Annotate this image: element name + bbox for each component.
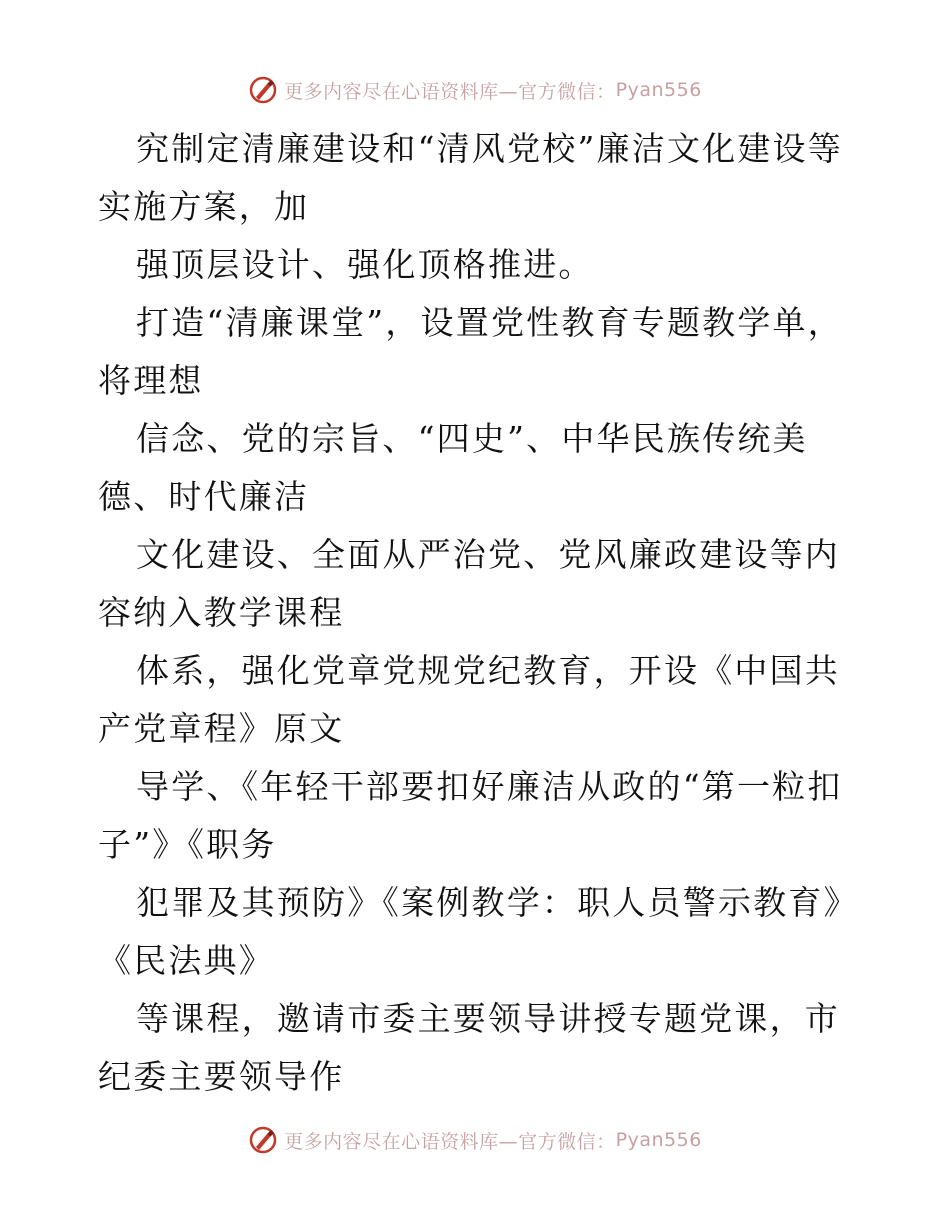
paragraph: 信念、党的宗旨、“四史”、中华民族传统美德、时代廉洁 bbox=[98, 419, 808, 516]
paragraph: 等课程，邀请市委主要领导讲授专题党课，市纪委主要领导作 bbox=[98, 999, 840, 1096]
paragraph: 体系，强化党章党规党纪教育，开设《中国共产党章程》原文 bbox=[98, 651, 840, 748]
watermark-wechat-id: Pyan556 bbox=[615, 79, 702, 101]
document-body bbox=[98, 120, 858, 1106]
paragraph: 导学、《年轻干部要扣好廉洁从政的“第一粒扣子”》《职务 bbox=[98, 767, 843, 864]
pen-logo-icon bbox=[248, 75, 278, 105]
pen-logo-icon bbox=[248, 1125, 278, 1155]
footer-watermark bbox=[0, 1120, 950, 1160]
watermark-text: 更多内容尽在心语资料库—官方微信： bbox=[284, 80, 616, 103]
watermark-wechat-id: Pyan556 bbox=[615, 1129, 702, 1151]
paragraph: 强顶层设计、强化顶格推进。 bbox=[136, 245, 594, 284]
paragraph: 究制定清廉建设和“清风党校”廉洁文化建设等实施方案，加 bbox=[98, 129, 843, 226]
paragraph: 打造“清廉课堂”，设置党性教育专题教学单，将理想 bbox=[98, 303, 843, 400]
paragraph: 犯罪及其预防》《案例教学：职人员警示教育》《民法典》 bbox=[98, 883, 843, 980]
paragraph: 文化建设、全面从严治党、党风廉政建设等内容纳入教学课程 bbox=[98, 535, 840, 632]
header-watermark bbox=[0, 70, 950, 110]
watermark-text: 更多内容尽在心语资料库—官方微信： bbox=[284, 1130, 616, 1153]
